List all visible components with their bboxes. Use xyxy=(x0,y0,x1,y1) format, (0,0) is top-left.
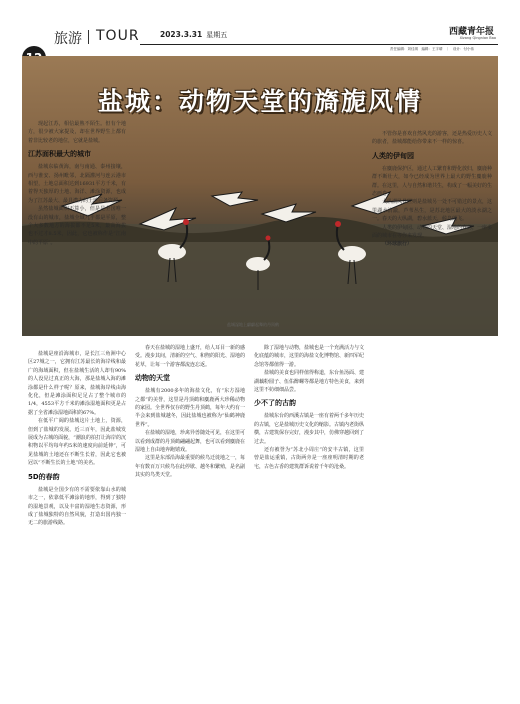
paragraph: 除了湿地与动物，盐城也是一个充满活力与文化底蕴的城市，这里的海盐文化博物馆、新四军纪念馆等都值得一游。 xyxy=(254,345,365,368)
header-rule xyxy=(140,44,498,45)
column-4 xyxy=(254,344,364,471)
section-name-cn: 旅游 xyxy=(54,31,82,47)
issue-date xyxy=(160,30,227,40)
paragraph: 在盐城的湿地，珍禽异兽随处可见，在这里可以看到成群的丹顶鹤翩翩起舞，也可以看到麋鹿在湿地上自由地奔跑嬉戏。 xyxy=(135,430,246,454)
page-header xyxy=(0,0,520,56)
section-title-4: 人类的伊甸园 xyxy=(372,151,414,160)
paragraph: 在低平广阔的盐城这片土地上，资源，但到了盐城的发展。近三百年，因此盐城发展成为古城的面貌，“潮浪的拍打让海岸的沉积物以平均每年约5米的速度向前延伸”，可见盐城的土地还在不断生长着，因此它也被冠以“不断生长的土地”的美名。 xyxy=(28,418,126,467)
column-3 xyxy=(135,344,245,480)
masthead-subtitle: Xizang Qingnian Bao xyxy=(459,36,496,40)
paragraph: 盐城有2000多年的海盐文化，有“东方湿地之都”的美誉，这里是丹顶鹤和麋鹿两大珍稀动物的家园。全世界仅存的野生丹顶鹤，每年大约有一半会来到盐城越冬，因此盐城也被称为“仙鹤神鹿世界”。 xyxy=(135,388,246,428)
paragraph: 盐城是座沿海城市，是长江三角洲中心区27城之一，它拥有江苏最长的海岸线和最广的海域面积，但在盐城生活的人却有90%的人没见过真正的大海，那是盐城入海的滩涂都是什么样子呢？原来，盐城海岸线由海化化，但是滩涂面积足足占了整个城市的1/4，4553平方千米的滩涂湿地面积更是占据了全省滩涂湿地面积的67%。 xyxy=(28,351,126,416)
paragraph: 还有被誉为“苏北小周庄”的安丰古镇，这里曾是盐运重镇，古街两旁是一座座明清时期的老宅，古色古香的建筑群诉说着千年的沧桑。 xyxy=(254,447,364,470)
paragraph: 盐城的美食也同样值得称道，东台鱼汤面、建湖藕粉圆子、伍佑醉螺等都是地方特色美食，来到这里不妨细细品尝。 xyxy=(254,370,365,394)
paragraph: 盐城东临黄海，南与南通、泰州接壤，西与淮安、扬州毗邻，北隔灌河与连云港市相望，土地总面积达到16931平方千米，有着得天独厚的土地、海洋、滩涂资源，也成为了江苏最大、最具潜力的土地后备资源。 xyxy=(28,164,126,204)
photo-caption: 盐城湿地上翩翩起舞的丹顶鹤 xyxy=(227,322,279,327)
article-headline: 盐城：动物天堂的旖旎风情 xyxy=(97,87,422,116)
column-2 xyxy=(28,350,126,528)
section-title-5: 少不了的古韵 xyxy=(254,399,296,408)
paragraph: 春天在盐城的湿地上盛开，给人耳目一新的感受。漫步其间，清新的空气、和煦的阳光、湿地的花草，让每一个游客都流连忘返。 xyxy=(135,345,246,368)
date-value: 2023.3.31 xyxy=(160,30,203,39)
lead-paragraph: 现起江苏，相信最熟不陌生。但有个地方，很少被大家提及，却在世界野生上都有着非比较老的地位，它就是盐城。 xyxy=(28,121,126,144)
section-title-3: 动物的天堂 xyxy=(135,374,170,383)
paragraph: 盐城是全国少有的不需要依靠山水的城市之一，依靠低平滩涂的地形，得到了独特的湿地景观，以及丰富的湿地生态资源，形成了盐城独特的自然风貌，打造出国内独一无二的旅游线路。 xyxy=(28,486,126,527)
section-title-2: 5D的春韵 xyxy=(28,472,60,481)
column-1 xyxy=(28,120,126,247)
closing-paragraph: 人类的伊甸园、动物的天堂、湿地的春韵，一座多面的城市在等你来发现。 xyxy=(372,224,493,240)
paragraph: 虽然盐城面积不算小，但是是全国唯一没有山的城市，盐城全域几乎都是平原，整个大多数地方的海拔都不足5米，最高海拔也不过才8.5米，因此，它也被称作是“江南中的平原”。 xyxy=(28,206,126,246)
paragraph: 大纵湖风景区则是盐城另一处不可错过的景点，这里湖水清澈，芦苇丛生，是苏北地区最大的淡水湖之一。春天的大纵湖，碧水蓝天，候鸟翩飞。 xyxy=(372,199,493,223)
article-signature: （环球旅行） xyxy=(382,241,413,248)
section-title-1: 江苏面积最大的城市 xyxy=(28,150,91,159)
section-divider xyxy=(88,30,89,44)
section-name-en: TOUR xyxy=(96,28,140,44)
editor-credits: 责任编辑：刘佳琪 编辑：王宇晴 ｜ 设计：付小伟 xyxy=(390,47,474,51)
paragraph: 在麋鹿保护区，通过人工繁育和野化放归，麋鹿种群不断壮大，如今已经成为世界上最大的野生麋鹿种群。在这里，人与自然和谐共生，构成了一幅美好的生态画卷。 xyxy=(372,165,493,198)
paragraph: 盐城东台的西溪古镇是一座有着两千多年历史的古镇，它是盐城历史文化的缩影。古镇内老街纵横，古建筑保存完好，漫步其中，仿佛穿越回到了过去。 xyxy=(254,413,365,445)
paragraph: 不管你是喜欢自然风光的游客，还是热爱历史人文的旅者，盐城都能给你带来不一样的惊喜。 xyxy=(372,131,493,146)
column-5 xyxy=(372,130,492,249)
masthead-logo: 西藏青年报 xyxy=(448,27,494,37)
paragraph: 这里是东部沿海最重要的候鸟迁徙地之一，每年有数百万只候鸟在此停歇、越冬和繁殖，是名副其实的鸟类天堂。 xyxy=(135,455,246,479)
weekday: 星期五 xyxy=(206,31,228,39)
